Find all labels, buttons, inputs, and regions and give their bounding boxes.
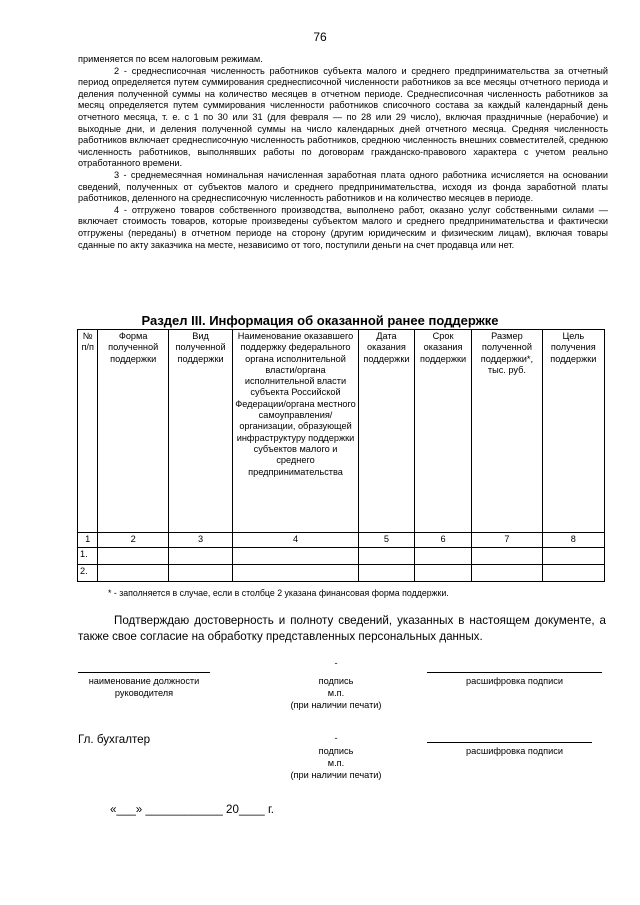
table-cell[interactable] xyxy=(358,548,414,565)
column-number: 5 xyxy=(358,533,414,548)
accountant-signature-caption: подпись xyxy=(318,746,354,756)
note-paragraph: применяется по всем налоговым режимам. xyxy=(78,54,263,64)
footnote: * - заполняется в случае, если в столбце 2 указана финансовая форма поддержки. xyxy=(108,588,449,598)
table-cell[interactable] xyxy=(472,548,542,565)
table-cell[interactable] xyxy=(358,565,414,582)
table-row xyxy=(78,565,605,582)
accountant-decode-line[interactable] xyxy=(427,742,592,743)
accountant-label: Гл. бухгалтер xyxy=(78,733,151,746)
accountant-stamp-caption: м.п. xyxy=(327,758,345,768)
header-cell: Наименование оказавшего поддержку федерального органа исполнительной власти/органа исполнительной власти субъекта Российской Федерации/органа местного самоуправления/ организации, образующей инфраструктуру поддержки субъектов малого и среднего предпринимательства xyxy=(233,330,359,533)
header-cell: Размер полученной поддержки*, тыс. руб. xyxy=(472,330,542,533)
header-cell: № п/п xyxy=(78,330,98,533)
accountant-signature-dash: - xyxy=(334,733,338,743)
note-paragraph: 3 - среднемесячная номинальная начисленная заработная плата одного работника исчисляется на основании сведений, полученных от субъектов малого и среднего предпринимательства, исходя из фонда заработной платы работников, деленного на среднесписочную численность работников и на количество месяцев в периоде. xyxy=(78,169,608,204)
page-number: 76 xyxy=(313,30,327,44)
table-cell[interactable] xyxy=(168,565,232,582)
column-number: 4 xyxy=(233,533,359,548)
header-cell: Цель получения поддержки xyxy=(542,330,604,533)
column-number: 3 xyxy=(168,533,232,548)
table-cell[interactable] xyxy=(98,548,168,565)
accountant-stamp-note: (при наличии печати) xyxy=(290,770,382,780)
table-cell[interactable] xyxy=(472,565,542,582)
decode-caption: расшифровка подписи xyxy=(466,676,563,686)
header-cell: Вид полученной поддержки xyxy=(168,330,232,533)
support-table xyxy=(77,329,605,582)
header-cell: Дата оказания поддержки xyxy=(358,330,414,533)
table-cell[interactable] xyxy=(233,548,359,565)
column-number: 2 xyxy=(98,533,168,548)
header-cell: Форма полученной поддержки xyxy=(98,330,168,533)
note-paragraph: 2 - среднесписочная численность работников субъекта малого и среднего предпринимательства за отчетный период определяется путем суммирования среднесписочной численности работников за все месяцы отчетного периода и деления полученной суммы на количество месяцев в отчетном периоде. Среднесписочная численность работников за месяц определяется путем суммирования численности работников списочного состава за каждый календарный день отчетного месяца, т. е. с 1 по 30 или 31 (для февраля — по 28 или 29 число), включая праздничные (нерабочие) и выходные дни, и деления полученной суммы на число календарных дней отчетного месяца. Средняя численность работников включает среднесписочную численность работников, среднюю численность внешних совместителей, среднюю численность работников, выполнявших работы по договорам гражданско-правового характера с учетом реально отработанного времени. xyxy=(78,65,608,169)
table-row xyxy=(78,548,605,565)
confirmation-text: Подтверждаю достоверность и полноту сведений, указанных в настоящем документе, а также свое согласие на обработку представленных персональных данных. xyxy=(78,614,606,643)
table-header-row xyxy=(78,330,605,533)
stamp-caption: м.п. xyxy=(327,688,345,698)
accountant-decode-caption: расшифровка подписи xyxy=(466,746,563,756)
signature-dash: - xyxy=(334,658,338,668)
table-cell[interactable] xyxy=(542,565,604,582)
table-cell[interactable] xyxy=(168,548,232,565)
table-cell[interactable] xyxy=(415,548,472,565)
position-line[interactable] xyxy=(78,672,210,673)
row-number: 1. xyxy=(78,548,98,565)
table-cell[interactable] xyxy=(415,565,472,582)
column-number: 1 xyxy=(78,533,98,548)
column-number: 7 xyxy=(472,533,542,548)
table-cell[interactable] xyxy=(98,565,168,582)
table-cell[interactable] xyxy=(542,548,604,565)
note-paragraph: 4 - отгружено товаров собственного производства, выполнено работ, оказано услуг собственными силами — включает стоимость товаров, которые произведены субъектом малого и среднего предпринимательства и фактически отгружены (переданы) в отчетном периоде на сторону (другим юридическим и физическим лицам), включая товары сданные по акту заказчика на месте, независимо от того, поступили деньги на счет продавца или нет. xyxy=(78,204,608,250)
header-cell: Срок оказания поддержки xyxy=(415,330,472,533)
date-line[interactable]: «___» ____________ 20____ г. xyxy=(110,803,274,816)
position-caption: наименование должности руководителя xyxy=(88,676,200,698)
decode-line[interactable] xyxy=(427,672,602,673)
notes-text xyxy=(78,54,608,251)
table-cell[interactable] xyxy=(233,565,359,582)
signature-caption: подпись xyxy=(318,676,354,686)
column-number-row xyxy=(78,533,605,548)
section-title: Раздел III. Информация об оказанной ранее поддержке xyxy=(141,313,499,328)
column-number: 8 xyxy=(542,533,604,548)
column-number: 6 xyxy=(415,533,472,548)
stamp-note: (при наличии печати) xyxy=(290,700,382,710)
row-number: 2. xyxy=(78,565,98,582)
